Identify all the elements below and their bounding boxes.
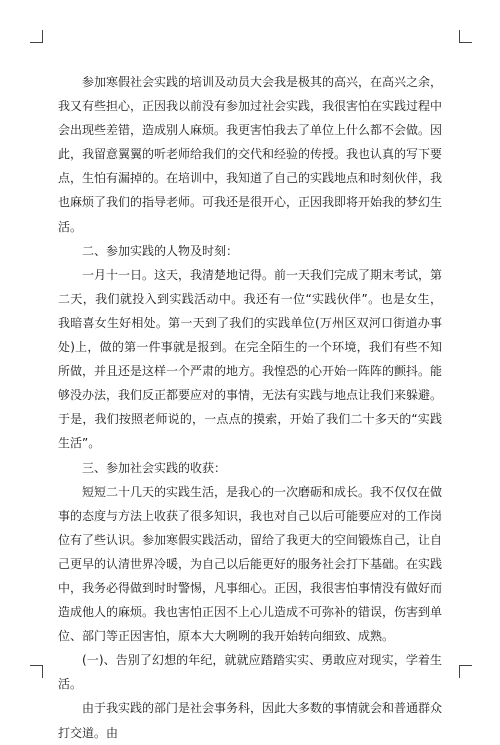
subsection-heading-1: (一)、告别了幻想的年纪，就就应踏踏实实、勇敢应对现实，学着生活。: [58, 653, 442, 692]
crop-mark-top-left: [30, 30, 43, 43]
section-heading-3: 三、参加社会实践的收获：: [82, 460, 227, 475]
paragraph-intro: 参加寒假社会实践的培训及动员大会我是极其的高兴，在高兴之余，我又有些担心，正因我以前没有参加过社会实践，我很害怕在实践过程中会出现些差错，造成别人麻烦。我更害怕我去了单位上什么都不会做。因此，我留意翼翼的听老师给我们的交代和经验的传授。我也认真的写下要点，生怕有漏掉的。在培训中，我知道了自己的实践地点和时刻伙伴，我也麻烦了我们的指导老师。可我还是很开心，正因我即将开始我的梦幻生活。: [58, 75, 443, 234]
paragraph-subsection-1: 由于我实践的部门是社会事务科，因此大多数的事情就会和普通群众打交道。由: [58, 701, 443, 740]
crop-mark-top-right: [459, 30, 472, 43]
crop-mark-bottom-left: [30, 665, 43, 678]
document-body: [58, 70, 442, 745]
paragraph-section-3: 短短二十几天的实践生活，是我心的一次磨砺和成长。我不仅仅在做事的态度与方法上收获了很多知识，我也对自己以后可能要应对的工作岗位有了些认识。参加寒假实践活动，留给了我更大的空间锻炼自己，让自己更早的认清世界冷暖，为自己以后能更好的服务社会打下基础。在实践中，我务必得做到时时警惕，凡事细心。正因，我很害怕事情没有做好而造成他人的麻烦。我也害怕正因不上心儿造成不可弥补的错误，伤害到单位、部门等正因害怕，原本大大咧咧的我开始转向细致、成熟。: [58, 484, 443, 644]
section-heading-2: 二、参加实践的人物及时刻：: [82, 243, 239, 258]
paragraph-section-2: 一月十一日。这天，我清楚地记得。前一天我们完成了期末考试，第二天，我们就投入到实践活动中。我还有一位“实践伙伴”。也是女生，我暗喜女生好相处。第一天到了我们的实践单位(万州区双河口街道办事处)上，做的第一件事就是报到。在完全陌生的一个环境，我们有些不知所做，并且还是这样一个严肃的地方。我惶恐的心开始一阵阵的颤抖。能够没办法，我们反正都要应对的事情，无法有实践与地点让我们来躲避。于是，我们按照老师说的，一点点的摸索，开始了我们二十多天的“实践生活”。: [58, 267, 443, 451]
crop-mark-bottom-right: [459, 665, 472, 678]
